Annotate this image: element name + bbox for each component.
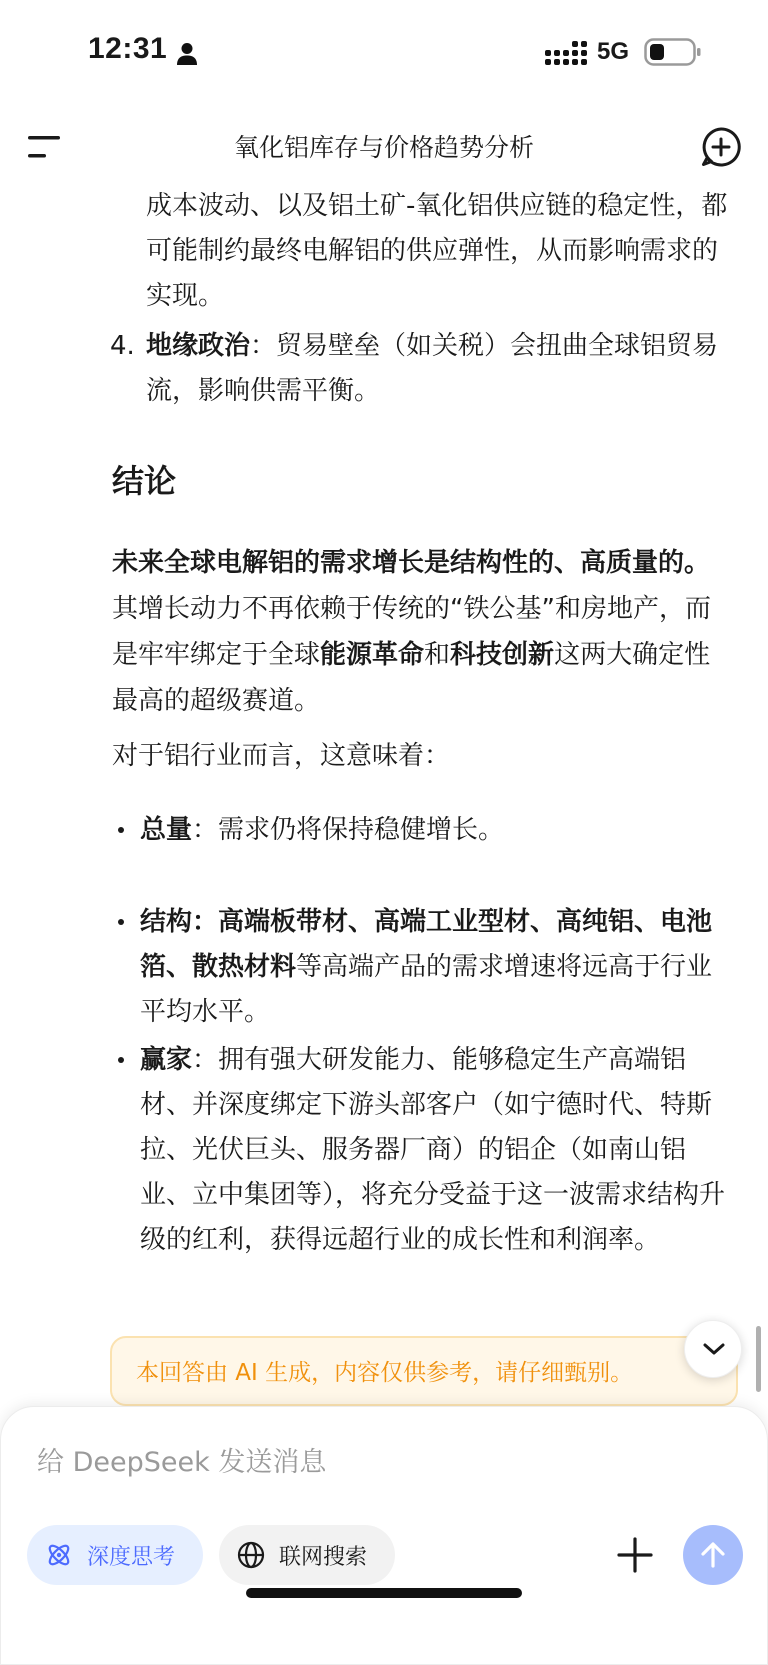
battery-icon <box>644 38 702 66</box>
conclusion-bold-term: 能源革命 <box>320 640 425 670</box>
chat-header <box>0 112 768 184</box>
plus-icon[interactable] <box>615 1535 655 1575</box>
list-item-title: 地缘政治 <box>146 331 251 361</box>
message-input[interactable] <box>37 1437 727 1487</box>
home-indicator[interactable] <box>246 1588 522 1598</box>
bullet-body <box>140 900 737 1035</box>
list-number: 4. <box>110 331 135 361</box>
deep-think-toggle[interactable] <box>27 1525 203 1585</box>
globe-icon <box>237 1541 265 1569</box>
signal-icon <box>545 40 587 66</box>
bullet-bold-text: ：高端板带材、高端工业型材、高纯铝、电池箔、散热材料 <box>140 907 713 982</box>
network-label: 5G <box>597 38 630 65</box>
conclusion-text: 和 <box>424 640 451 670</box>
bullet-dot <box>118 919 124 925</box>
conclusion-bold-term: 科技创新 <box>450 640 555 670</box>
scroll-to-bottom-button[interactable] <box>684 1320 742 1378</box>
bullet-text: ：拥有强大研发能力、能够稳定生产高端铝材、并深度绑定下游头部客户（如宁德时代、特斯拉、光伏巨头、服务器厂商）的铝企（如南山铝业、立中集团等），将充分受益于这一波需求结构升级的红利，获得远超行业的成长性和利润率。 <box>140 1045 726 1255</box>
conclusion-text: 其增长动力不再依赖于传统的“铁公基”和房地产，而是牢牢绑定于全球 <box>112 594 711 670</box>
ai-disclaimer-banner <box>110 1336 738 1406</box>
status-time: 12:31 <box>88 32 168 65</box>
conclusion-heading: 结论 <box>112 462 177 500</box>
bullet-dot <box>118 1057 124 1063</box>
bullet-title: 结构 <box>140 907 193 937</box>
send-button[interactable] <box>683 1525 743 1585</box>
bullet-text: ：需求仍将保持稳健增长。 <box>192 815 505 845</box>
bullet-body <box>140 1038 737 1263</box>
conclusion-paragraph <box>112 540 732 724</box>
chat-title: 氧化铝库存与价格趋势分析 <box>233 133 534 162</box>
chat-message-area <box>0 184 768 1404</box>
atom-icon <box>45 1541 73 1569</box>
conclusion-text: 这两大确定性最高的超级赛道。 <box>112 640 711 716</box>
bullet-body <box>140 808 737 853</box>
bullet-title: 总量 <box>140 815 193 845</box>
list-item-text: ：贸易壁垒（如关税）会扭曲全球铝贸易流，影响供需平衡。 <box>146 331 719 406</box>
new-chat-icon[interactable] <box>700 126 742 168</box>
bullet-text: 等高端产品的需求增速将远高于行业平均水平。 <box>140 952 713 1027</box>
bullet-dot <box>118 827 124 833</box>
conclusion-bold-lead: 未来全球电解铝的需求增长是结构性的、高质量的。 <box>112 548 711 578</box>
scrollbar-thumb[interactable] <box>756 1326 761 1392</box>
status-bar <box>0 0 768 100</box>
chevron-down-icon <box>702 1340 726 1358</box>
implication-intro: 对于铝行业而言，这意味着： <box>112 741 451 771</box>
list-item-body <box>146 324 740 414</box>
ai-disclaimer-text: 本回答由 AI 生成，内容仅供参考，请仔细甄别。 <box>136 1360 634 1386</box>
web-search-toggle[interactable] <box>219 1525 395 1585</box>
bullet-title: 赢家 <box>140 1045 193 1075</box>
person-icon <box>176 42 198 66</box>
deep-think-label: 深度思考 <box>87 1545 176 1570</box>
continued-list-paragraph: 成本波动、以及铝土矿-氧化铝供应链的稳定性，都可能制约最终电解铝的供应弹性，从而影响需求的实现。 <box>146 191 728 311</box>
web-search-label: 联网搜索 <box>279 1545 368 1570</box>
arrow-up-icon <box>697 1539 729 1571</box>
message-composer <box>0 1406 768 1665</box>
